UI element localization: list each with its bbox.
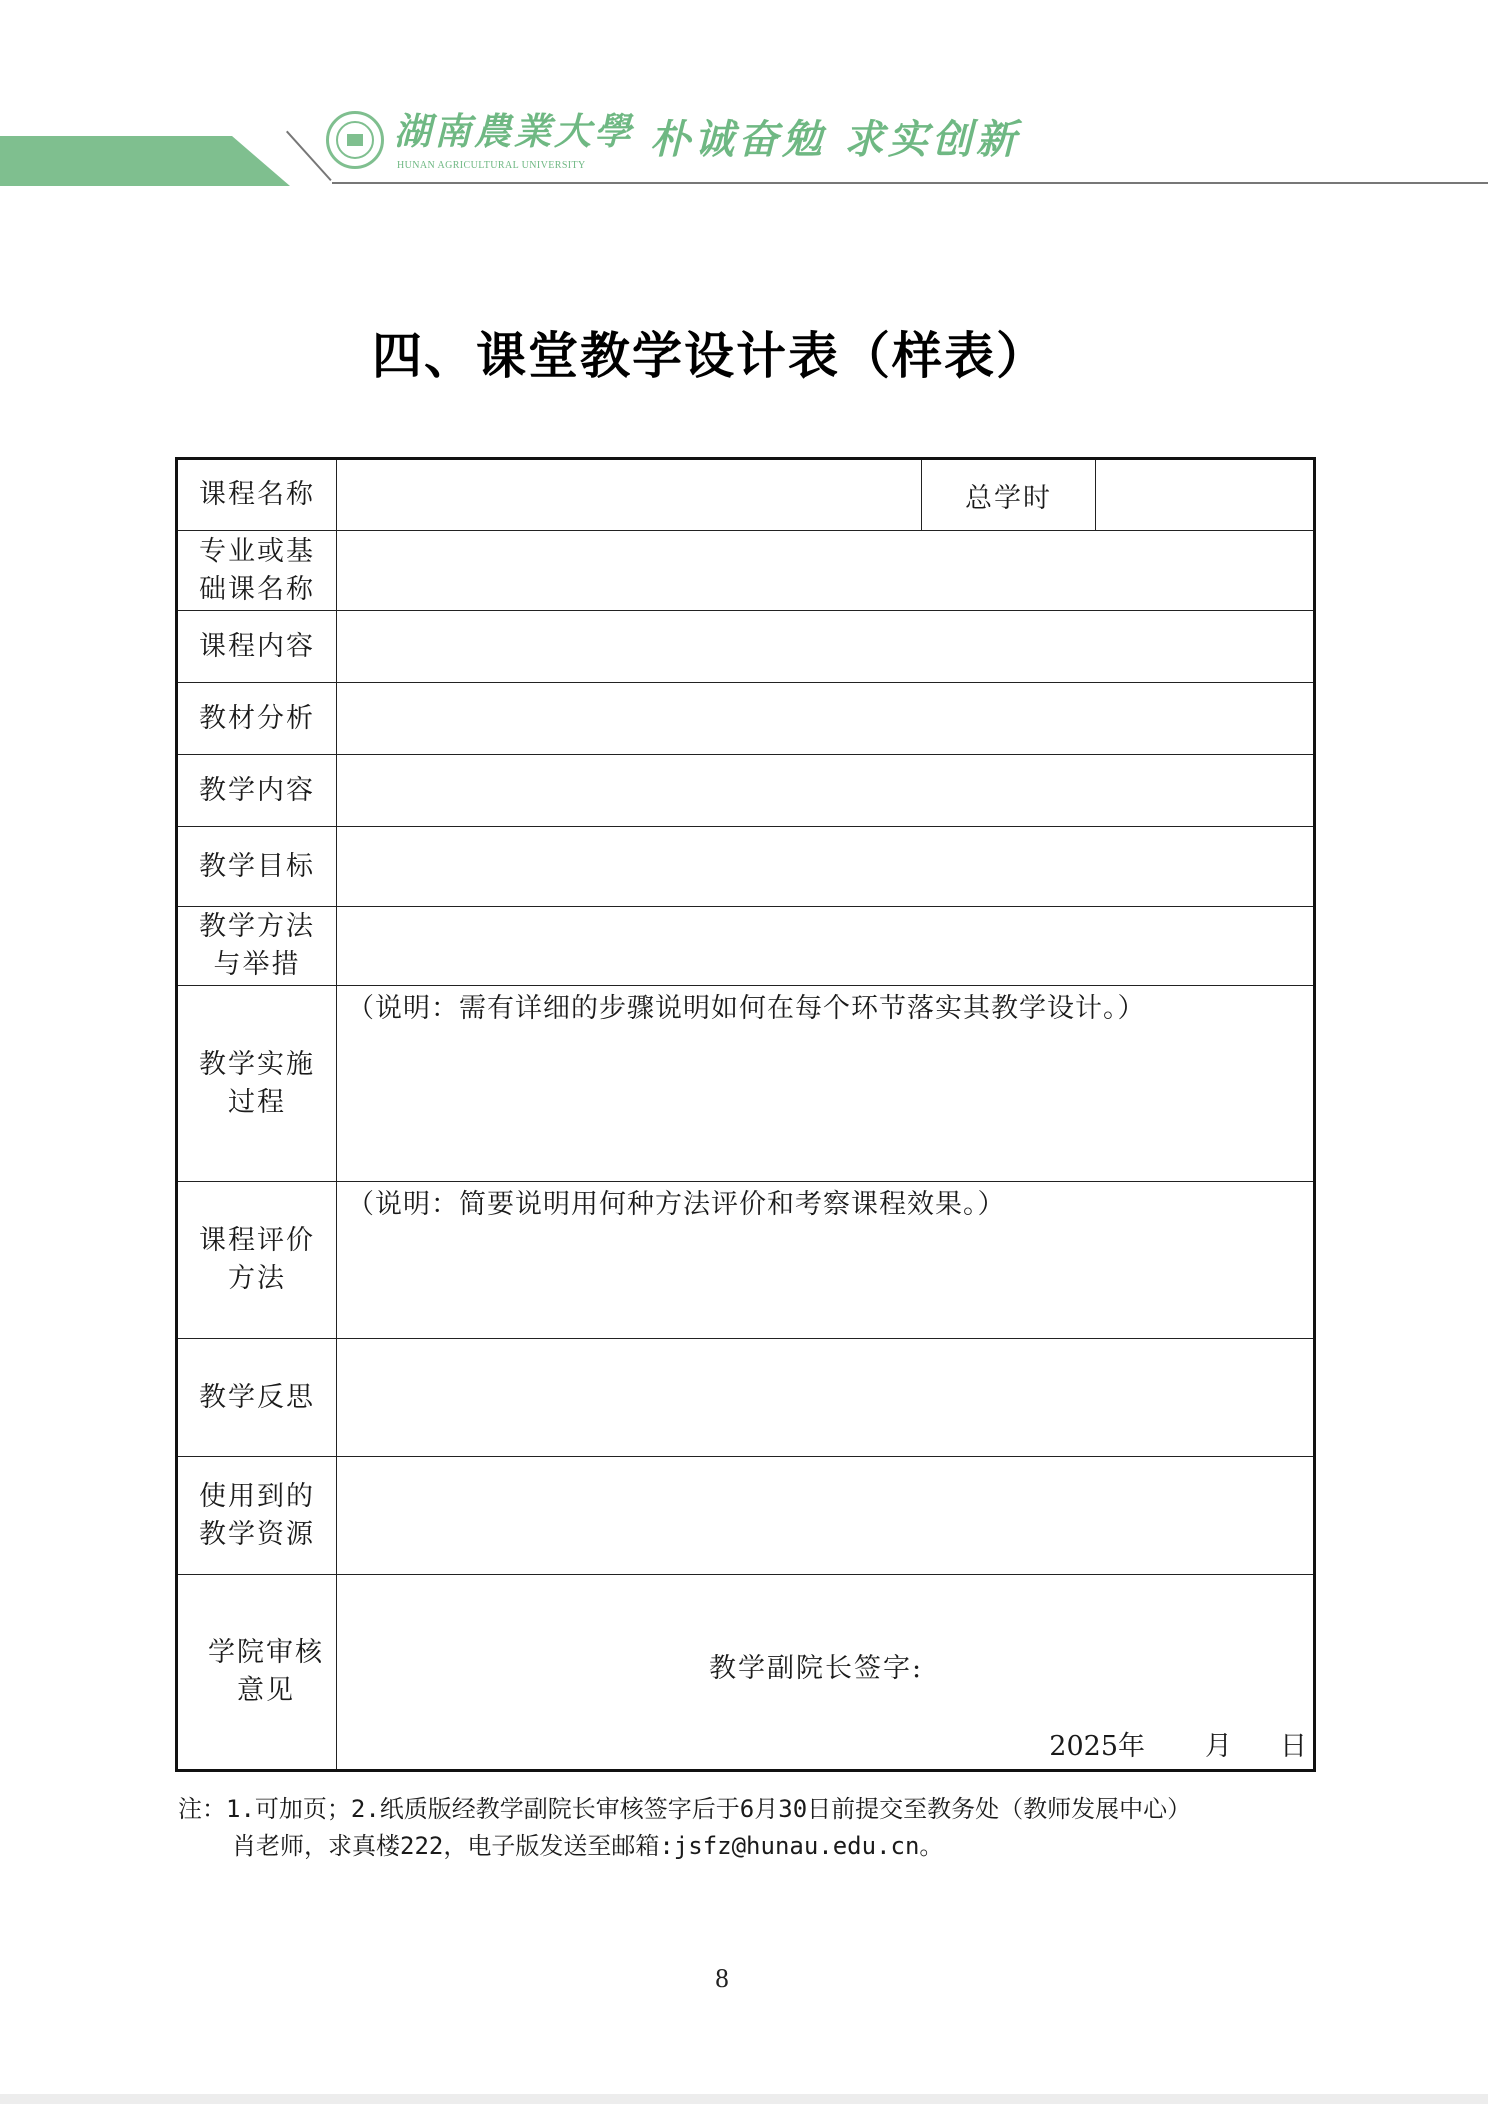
implementation-note: （说明：需有详细的步骤说明如何在每个环节落实其教学设计。） — [347, 993, 1146, 1024]
header-divider-slash — [286, 131, 332, 181]
lesson-design-form — [175, 457, 1316, 1772]
methods-field[interactable] — [337, 907, 1315, 986]
form-row-evaluation — [177, 1182, 1315, 1339]
form-row-textbook-analysis — [177, 683, 1315, 755]
methods-label: 教学方法 与举措 — [177, 907, 337, 986]
university-name-cn: 湖南農業大學 — [394, 109, 634, 153]
textbook-analysis-field[interactable] — [337, 683, 1315, 755]
form-row-reflection — [177, 1339, 1315, 1457]
review-label: 学院审核 意见 — [177, 1575, 337, 1771]
university-name-en: HUNAN AGRICULTURAL UNIVERSITY — [397, 160, 586, 171]
form-row-methods — [177, 907, 1315, 986]
university-seal-icon — [326, 111, 384, 169]
university-motto: 朴诚奋勉 求实创新 — [650, 116, 1020, 163]
review-date — [1049, 1729, 1307, 1765]
course-content-field[interactable] — [337, 611, 1315, 683]
form-row-implementation — [177, 986, 1315, 1182]
review-year: 2025年 — [1049, 1731, 1145, 1762]
form-row-major — [177, 531, 1315, 611]
reflection-label: 教学反思 — [177, 1339, 337, 1457]
reflection-field[interactable] — [337, 1339, 1315, 1457]
teaching-goals-field[interactable] — [337, 827, 1315, 907]
major-field[interactable] — [337, 531, 1315, 611]
teaching-goals-label: 教学目标 — [177, 827, 337, 907]
resources-field[interactable] — [337, 1457, 1315, 1575]
page-number: 8 — [715, 1963, 729, 1993]
evaluation-note: （说明：简要说明用何种方法评价和考察课程效果。） — [347, 1189, 1006, 1220]
course-name-field[interactable] — [337, 459, 922, 531]
footnote-line-2: 肖老师，求真楼222，电子版发送至邮箱:jsfz@hunau.edu.cn。 — [232, 1832, 944, 1860]
major-label: 专业或基 础课名称 — [177, 531, 337, 611]
review-day: 日 — [1280, 1731, 1307, 1762]
implementation-label: 教学实施 过程 — [177, 986, 337, 1182]
teaching-content-label: 教学内容 — [177, 755, 337, 827]
implementation-field[interactable] — [337, 986, 1315, 1182]
form-row-review — [177, 1575, 1315, 1771]
form-row-course-name — [177, 459, 1315, 531]
course-content-label: 课程内容 — [177, 611, 337, 683]
review-field[interactable] — [337, 1575, 1315, 1771]
evaluation-field[interactable] — [337, 1182, 1315, 1339]
form-row-course-content — [177, 611, 1315, 683]
page-bottom-edge — [0, 2094, 1488, 2104]
review-signature-label: 教学副院长签字: — [709, 1653, 924, 1684]
footnote — [178, 1791, 1338, 1865]
course-name-label: 课程名称 — [177, 459, 337, 531]
footnote-line-1: 注：1.可加页；2.纸质版经教学副院长审核签字后于6月30日前提交至教务处（教师发展中心） — [178, 1795, 1192, 1823]
review-month: 月 — [1205, 1731, 1232, 1762]
total-hours-field[interactable] — [1096, 459, 1315, 531]
form-row-resources — [177, 1457, 1315, 1575]
textbook-analysis-label: 教材分析 — [177, 683, 337, 755]
evaluation-label: 课程评价 方法 — [177, 1182, 337, 1339]
total-hours-label: 总学时 — [922, 459, 1096, 531]
resources-label: 使用到的 教学资源 — [177, 1457, 337, 1575]
header-rule — [332, 182, 1488, 184]
form-row-teaching-content — [177, 755, 1315, 827]
page-title: 四、课堂教学设计表（样表） — [372, 327, 1048, 385]
form-row-teaching-goals — [177, 827, 1315, 907]
header-accent-band — [0, 136, 290, 186]
teaching-content-field[interactable] — [337, 755, 1315, 827]
